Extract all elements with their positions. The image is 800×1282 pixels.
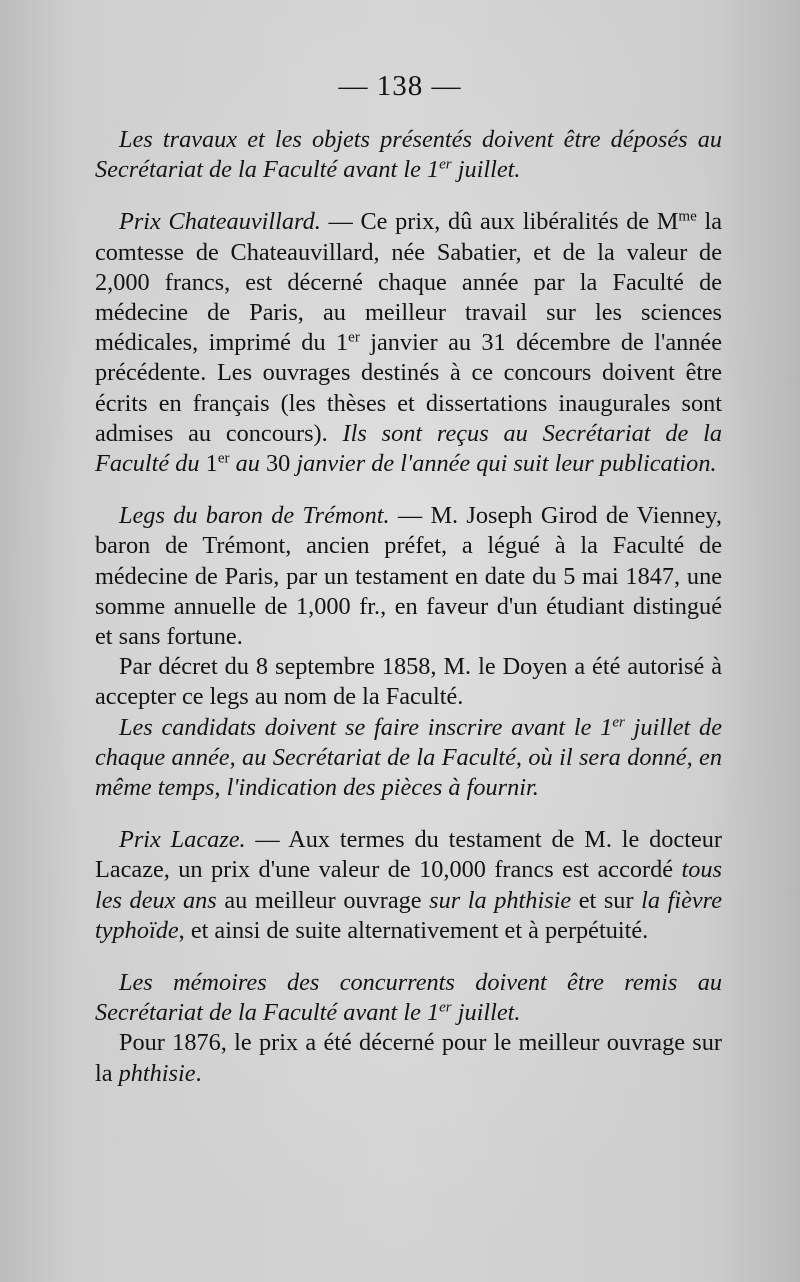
- paragraph-deposit-deadline: [95, 125, 722, 185]
- text-run: .: [195, 1059, 202, 1087]
- text-run-italic: janvier de l'année qui suit leur publication.: [290, 450, 717, 478]
- text-run-italic: tous les deux ans: [95, 856, 722, 914]
- paragraph-memoires: [95, 968, 722, 1028]
- text-run: Les travaux et les objets présentés doivent être déposés au Secrétariat de la Faculté avant le 1: [95, 126, 722, 184]
- text-run: Les candidats doivent se faire inscrire avant le 1: [119, 713, 613, 741]
- text-run: au meilleur ouvrage: [216, 886, 430, 914]
- text-run: , et ainsi de suite alternativement et à perpétuité.: [178, 916, 649, 944]
- text-run-italic: phthisie: [118, 1059, 196, 1087]
- superscript: er: [217, 450, 230, 467]
- text-run: 30: [265, 450, 291, 478]
- paragraph-prix-1876: [95, 1028, 722, 1088]
- paragraph-prix-lacaze: [95, 825, 722, 946]
- text-run: janvier au 31 décembre de l'année précédente. Les ouvrages destinés à ce concours doivent être écrits en français (les thèses et dissertations inaugurales sont admises au concours).: [95, 329, 722, 447]
- text-run-italic: au: [229, 450, 266, 478]
- section-title: Legs du baron de Trémont.: [119, 502, 390, 530]
- text-run: — Ce prix, dû aux libéralités de M: [320, 208, 679, 236]
- section-title: Prix Chateauvillard.: [119, 208, 321, 236]
- paragraph-prix-chateauvillard: [95, 207, 722, 479]
- page-content: [95, 125, 722, 1089]
- text-run-italic: sur la phthisie: [429, 886, 572, 914]
- text-run: Les mémoires des concurrents doivent être remis au Secrétariat de la Faculté avant le 1: [95, 969, 722, 1027]
- superscript: er: [348, 329, 360, 346]
- text-run: 1: [205, 450, 218, 478]
- text-run-italic: Ils sont reçus au Secrétariat de la Faculté du: [95, 419, 722, 478]
- superscript: er: [439, 156, 452, 173]
- paragraph-decret: [95, 652, 722, 712]
- text-run: juillet.: [451, 156, 521, 184]
- text-run: et sur: [571, 886, 642, 914]
- paragraph-candidats: [95, 713, 722, 804]
- superscript: er: [612, 714, 625, 731]
- text-run: — M. Joseph Girod de Vienney, baron de Trémont, ancien préfet, a légué à la Faculté de médecine de Paris, par un testament en date du 5 mai 1847, une somme annuelle de 1,000 fr., en faveur d'un étudiant distingué et sans fortune.: [95, 502, 722, 651]
- text-run: juillet.: [451, 999, 521, 1027]
- paragraph-legs-tremont: [95, 501, 722, 652]
- text-run: Par décret du 8 septembre 1858, M. le Doyen a été autorisé à accepter ce legs au nom de la Faculté.: [95, 653, 722, 711]
- text-run: juillet de chaque année, au Secrétariat de la Faculté, où il sera donné, en même temps, l'indication des pièces à fournir.: [95, 713, 722, 802]
- superscript: er: [439, 1000, 452, 1016]
- text-run: — Aux termes du testament de M. le docteur Lacaze, un prix d'une valeur de 10,000 francs est accordé: [95, 826, 722, 884]
- text-run: Pour 1876, le prix a été décerné pour le meilleur ouvrage sur la: [95, 1029, 722, 1087]
- text-run-italic: la fièvre typhoïde: [95, 886, 722, 944]
- text-run: la comtesse de Chateauvillard, née Sabatier, et de la valeur de 2,000 francs, est décerné chaque année par la Faculté de médecine de Paris, au meilleur travail sur les sciences médicales, imprimé du 1: [95, 208, 723, 357]
- section-title: Prix Lacaze.: [119, 826, 246, 854]
- page-number: — 138 —: [338, 70, 462, 102]
- superscript: me: [678, 209, 697, 226]
